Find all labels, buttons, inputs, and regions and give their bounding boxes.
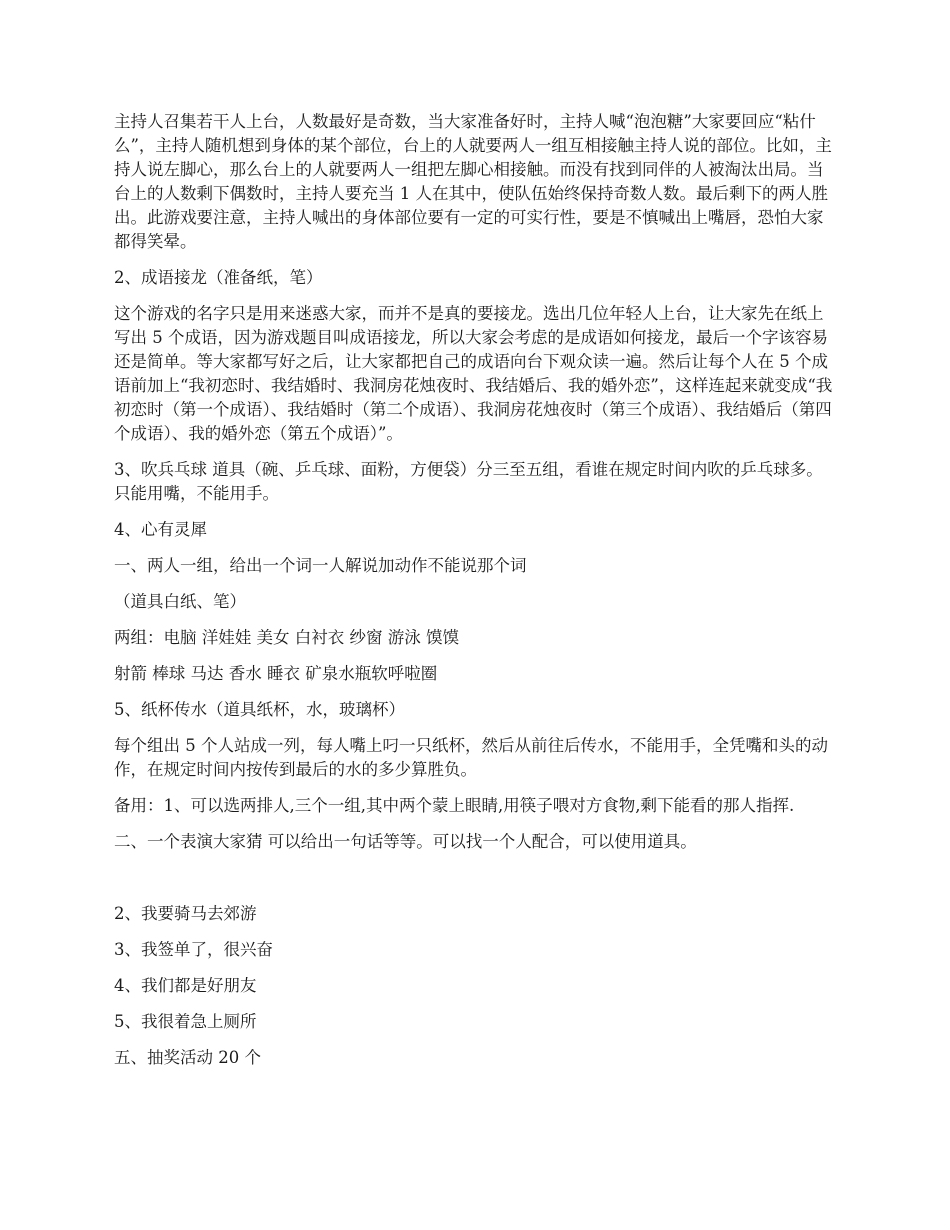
paragraph-charades: 二、一个表演大家猜 可以给出一句话等等。可以找一个人配合，可以使用道具。 [114, 832, 697, 851]
heading-cup-water: 5、纸杯传水（道具纸杯，水，玻璃杯） [114, 700, 405, 719]
paragraph-backup: 备用：1、可以选两排人,三个一组,其中两个蒙上眼睛,用筷子喂对方食物,剩下能看的那人指挥. [114, 796, 795, 815]
paragraph-ping-pong: 3、吹兵乓球 道具（碗、乒乓球、面粉，方便袋）分三至五组，看谁在规定时间内吹的乒乓球多。只能用嘴，不能用手。 [114, 460, 823, 503]
list-item-restroom: 5、我很着急上厕所 [114, 1012, 257, 1031]
list-item-good-friends: 4、我们都是好朋友 [114, 976, 257, 995]
paragraph-idiom-chain: 这个游戏的名字只是用来迷惑大家，而并不是真的要接龙。选出几位年轻人上台，让大家先在纸上写出 5 个成语，因为游戏题目叫成语接龙，所以大家会考虑的是成语如何接龙，最后一个字该容易还是简单。等大家都写好之后，让大家都把自己的成语向台下观众读一遍。然后让每个人在 5 个成语前加上“我初恋时、我结婚时、我洞房花烛夜时、我结婚后、我的婚外恋”，这样连起来就变成“我初恋时（第一个成语）、我结婚时（第二个成语）、我洞房花烛夜时（第三个成语）、我结婚后（第四个成语）、我的婚外恋（第五个成语）”。 [114, 304, 833, 443]
list-item-signed-deal: 3、我签单了，很兴奋 [114, 940, 273, 959]
heading-idiom-chain: 2、成语接龙（准备纸，笔） [114, 268, 323, 287]
paragraph-telepathy-props: （道具白纸、笔） [114, 592, 246, 611]
heading-lottery: 五、抽奖活动 20 个 [114, 1048, 261, 1067]
paragraph-telepathy-rule: 一、两人一组，给出一个词一人解说加动作不能说那个词 [114, 556, 527, 575]
paragraph-bubblegum-game: 主持人召集若干人上台，人数最好是奇数，当大家准备好时，主持人喊“泡泡糖”大家要回应“粘什么”，主持人随机想到身体的某个部位，台上的人就要两人一组互相接触主持人说的部位。比如，主持人说左脚心，那么台上的人就要两人一组把左脚心相接触。而没有找到同伴的人被淘汰出局。当台上的人数剩下偶数时，主持人要充当 1 人在其中，使队伍始终保持奇数人数。最后剩下的两人胜出。此游戏要注意，主持人喊出的身体部位要有一定的可实行性，要是不慎喊出上嘴唇，恐怕大家都得笑晕。 [114, 112, 832, 251]
paragraph-word-list-2: 射箭 棒球 马达 香水 睡衣 矿泉水瓶软呼啦圈 [114, 664, 438, 683]
heading-telepathy: 4、心有灵犀 [114, 520, 207, 539]
document-body [114, 110, 838, 1082]
list-item-ride-horse: 2、我要骑马去郊游 [114, 904, 257, 923]
paragraph-word-list-1: 两组：电脑 洋娃娃 美女 白衬衣 纱窗 游泳 馍馍 [114, 628, 459, 647]
blank-spacer [114, 866, 838, 902]
paragraph-cup-water: 每个组出 5 个人站成一列，每人嘴上叼一只纸杯，然后从前往后传水，不能用手，全凭嘴和头的动作，在规定时间内按传到最后的水的多少算胜负。 [114, 736, 828, 779]
